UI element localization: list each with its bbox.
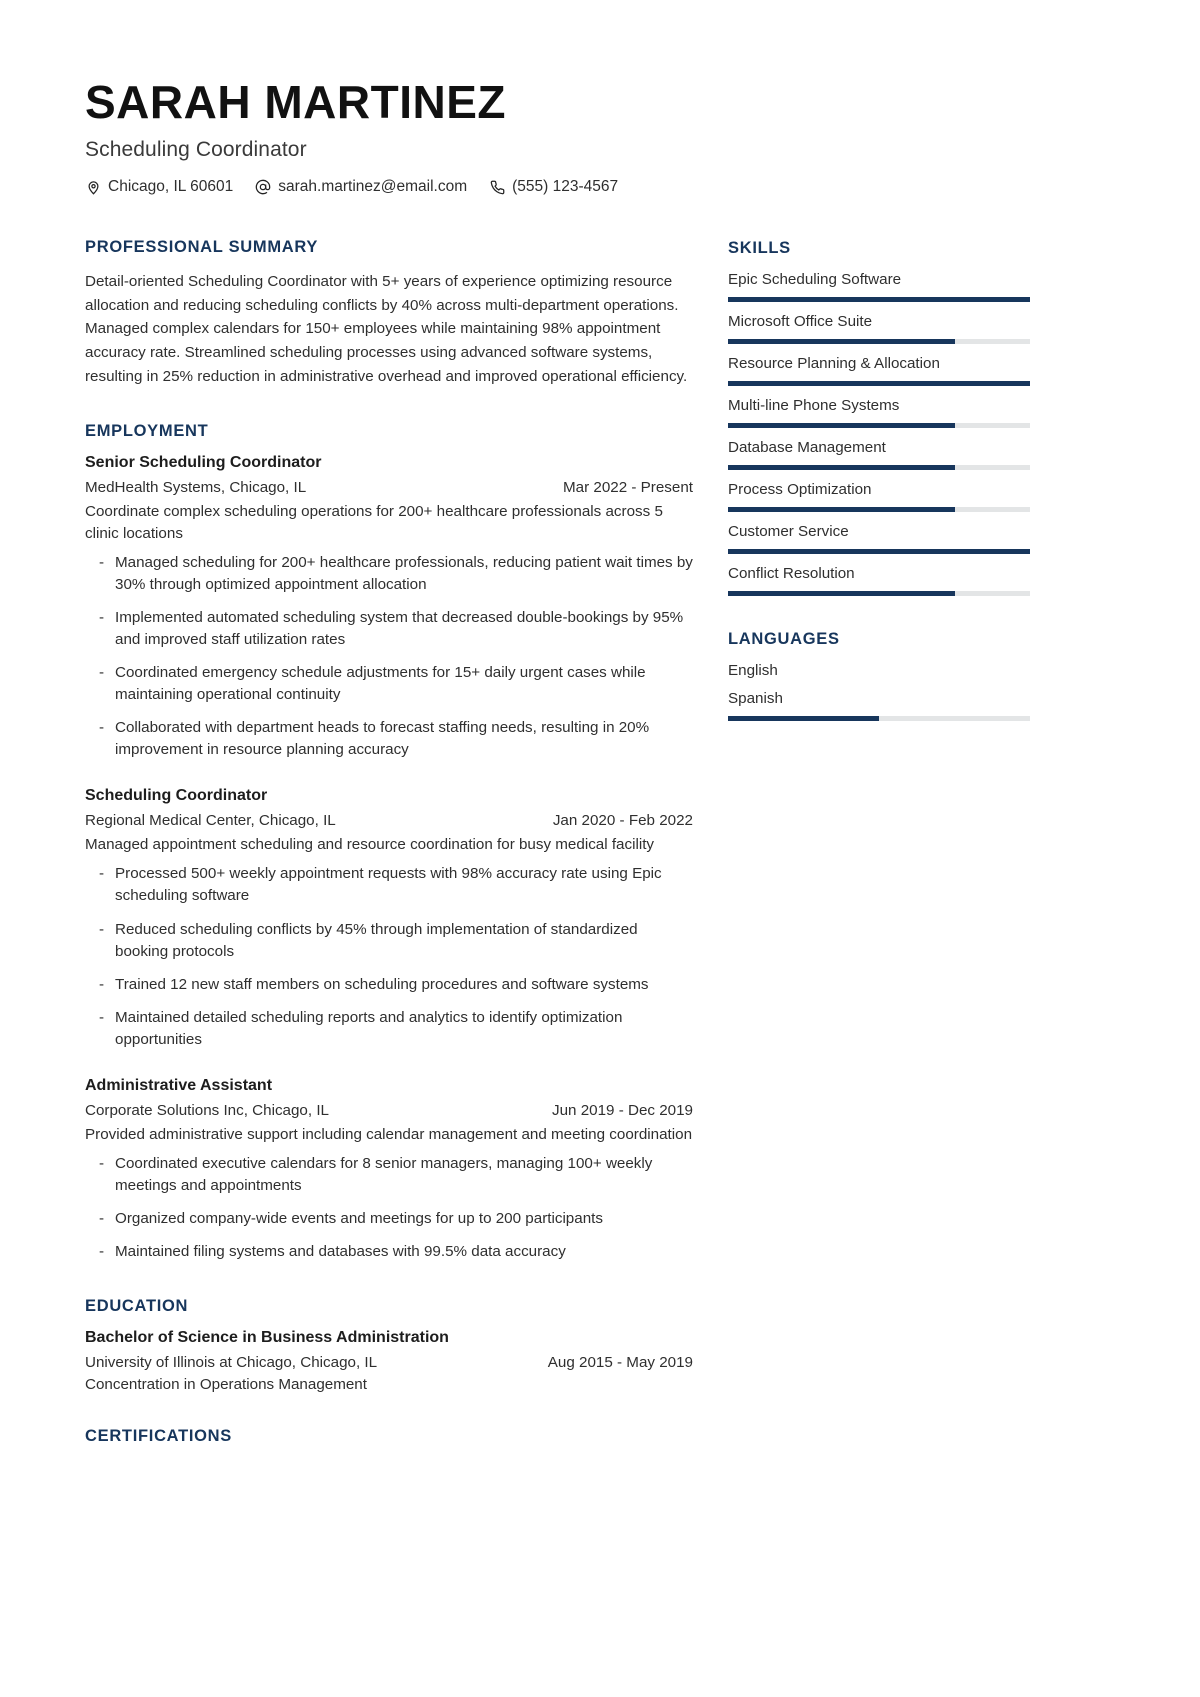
- summary-text: Detail-oriented Scheduling Coordinator with 5+ years of experience optimizing resource allocation and reducing scheduling conflicts by 40% across multi-department operations. Managed complex calendars for 150+ employees while maintaining 98% appointment accuracy rate. Streamlined scheduling processes using advanced software systems, resulting in 25% reduction in administrative overhead and improved operational efficiency.: [85, 273, 688, 385]
- entry-dates: Jan 2020 - Feb 2022: [552, 812, 693, 830]
- bullet-dash-icon: -: [99, 609, 105, 627]
- section-education: [85, 1297, 693, 1393]
- education-school: University of Illinois at Chicago, Chicago, IL: [85, 1353, 378, 1371]
- skill-fill: [728, 591, 955, 596]
- section-employment: [85, 422, 693, 1263]
- language-track: [728, 716, 1030, 721]
- bullet-text: Managed scheduling for 200+ healthcare professionals, reducing patient wait times by 30% through optimized appointment allocation: [115, 554, 693, 594]
- bullet-dash-icon: -: [99, 719, 105, 737]
- skill-label: Database Management: [728, 439, 886, 457]
- language-label: English: [728, 662, 778, 680]
- bullet-dash-icon: -: [99, 1242, 105, 1260]
- contact-location: [85, 178, 233, 196]
- bullet-text: Trained 12 new staff members on scheduling procedures and software systems: [115, 975, 649, 993]
- phone-icon: [489, 179, 505, 195]
- skill-track: [728, 423, 1030, 428]
- bullet-dash-icon: -: [99, 920, 105, 938]
- skill-track: [728, 507, 1030, 512]
- skill-label: Customer Service: [728, 523, 849, 541]
- skill-item: [728, 565, 1030, 596]
- resume-header: [85, 78, 1115, 196]
- entry-dates: Mar 2022 - Present: [563, 479, 693, 497]
- education-meta: [85, 1354, 693, 1371]
- resume-body: [85, 238, 1115, 1480]
- summary-heading: PROFESSIONAL SUMMARY: [85, 238, 319, 257]
- location-pin-icon: [85, 179, 101, 195]
- entry-meta: [85, 812, 693, 829]
- skill-item: [728, 313, 1030, 344]
- education-note: Concentration in Operations Management: [85, 1375, 367, 1393]
- bullet-dash-icon: -: [99, 865, 105, 883]
- skill-track: [728, 591, 1030, 596]
- skill-label: Conflict Resolution: [728, 565, 855, 583]
- skill-item: [728, 355, 1030, 386]
- bullet-item: [85, 863, 693, 907]
- skill-item: [728, 439, 1030, 470]
- main-column: [85, 238, 693, 1480]
- skill-fill: [728, 339, 955, 344]
- bullet-text: Reduced scheduling conflicts by 45% through implementation of standardized booking protocols: [115, 920, 638, 960]
- bullet-text: Maintained detailed scheduling reports and analytics to identify optimization opportunities: [115, 1008, 623, 1048]
- language-item: [728, 662, 1030, 679]
- entry-bullets: [85, 552, 693, 761]
- candidate-job-title: Scheduling Coordinator: [85, 138, 307, 162]
- skill-track: [728, 339, 1030, 344]
- bullet-item: [85, 1153, 693, 1197]
- skill-fill: [728, 297, 1030, 302]
- contact-email-text: sarah.martinez@email.com: [278, 178, 468, 196]
- bullet-item: [85, 974, 693, 996]
- entry-description: Coordinate complex scheduling operations for 200+ healthcare professionals across 5 clinic locations: [85, 503, 663, 543]
- bullet-item: [85, 717, 693, 761]
- bullet-item: [85, 919, 693, 963]
- contact-phone-text: (555) 123-4567: [512, 178, 619, 196]
- contact-location-text: Chicago, IL 60601: [108, 178, 234, 196]
- languages-heading: LANGUAGES: [728, 630, 840, 649]
- education-degree: Bachelor of Science in Business Administration: [85, 1328, 449, 1346]
- bullet-text: Coordinated emergency schedule adjustments for 15+ daily urgent cases while maintaining operational continuity: [115, 664, 646, 704]
- skill-label: Epic Scheduling Software: [728, 271, 902, 289]
- bullet-text: Processed 500+ weekly appointment requests with 98% accuracy rate using Epic scheduling software: [115, 865, 662, 905]
- bullet-text: Implemented automated scheduling system that decreased double-bookings by 95% and improved staff utilization rates: [115, 609, 684, 649]
- skill-track: [728, 465, 1030, 470]
- entry-bullets: [85, 863, 693, 1050]
- contact-phone: [489, 178, 618, 196]
- skill-label: Microsoft Office Suite: [728, 313, 873, 331]
- skill-fill: [728, 549, 1030, 554]
- section-languages: [728, 630, 1030, 721]
- skill-item: [728, 397, 1030, 428]
- bullet-item: [85, 662, 693, 706]
- employment-entry: [85, 1077, 693, 1263]
- section-skills: [728, 239, 1030, 596]
- entry-description: Provided administrative support including calendar management and meeting coordination: [85, 1125, 693, 1143]
- contact-row: [85, 178, 1115, 196]
- entry-role: Scheduling Coordinator: [85, 787, 268, 805]
- skill-fill: [728, 465, 955, 470]
- bullet-dash-icon: -: [99, 1154, 105, 1172]
- skill-track: [728, 549, 1030, 554]
- employment-entry: [85, 787, 693, 1050]
- skills-heading: SKILLS: [728, 239, 791, 258]
- entry-meta: [85, 479, 693, 496]
- candidate-name: SARAH MARTINEZ: [85, 76, 506, 128]
- bullet-item: [85, 1241, 693, 1263]
- skill-fill: [728, 381, 1030, 386]
- language-item: [728, 690, 1030, 721]
- language-label: Spanish: [728, 690, 783, 708]
- bullet-text: Coordinated executive calendars for 8 senior managers, managing 100+ weekly meetings and appointments: [115, 1154, 653, 1194]
- bullet-item: [85, 552, 693, 596]
- bullet-dash-icon: -: [99, 1209, 105, 1227]
- skill-item: [728, 523, 1030, 554]
- bullet-text: Maintained filing systems and databases with 99.5% data accuracy: [115, 1242, 566, 1260]
- entry-role: Senior Scheduling Coordinator: [85, 454, 322, 472]
- section-certifications: [85, 1427, 693, 1446]
- skill-track: [728, 381, 1030, 386]
- sidebar-column: [728, 238, 1030, 755]
- education-dates: Aug 2015 - May 2019: [547, 1353, 693, 1371]
- bullet-dash-icon: -: [99, 554, 105, 572]
- bullet-item: [85, 607, 693, 651]
- skill-item: [728, 481, 1030, 512]
- contact-email: [255, 178, 467, 196]
- section-professional-summary: [85, 238, 693, 388]
- bullet-dash-icon: -: [99, 1008, 105, 1026]
- entry-company: Regional Medical Center, Chicago, IL: [85, 812, 336, 830]
- education-heading: EDUCATION: [85, 1296, 189, 1315]
- skill-label: Resource Planning & Allocation: [728, 355, 940, 373]
- entry-description: Managed appointment scheduling and resource coordination for busy medical facility: [85, 836, 655, 854]
- bullet-text: Collaborated with department heads to forecast staffing needs, resulting in 20% improvement in resource planning accuracy: [115, 719, 650, 759]
- entry-role: Administrative Assistant: [85, 1076, 273, 1094]
- skill-label: Multi-line Phone Systems: [728, 397, 900, 415]
- entry-company: Corporate Solutions Inc, Chicago, IL: [85, 1101, 329, 1119]
- bullet-dash-icon: -: [99, 975, 105, 993]
- skill-fill: [728, 507, 955, 512]
- entry-bullets: [85, 1153, 693, 1263]
- bullet-item: [85, 1007, 693, 1051]
- education-entry: [85, 1329, 693, 1393]
- skill-item: [728, 271, 1030, 302]
- skill-label: Process Optimization: [728, 481, 872, 499]
- entry-meta: [85, 1102, 693, 1119]
- skill-track: [728, 297, 1030, 302]
- language-fill: [728, 716, 879, 721]
- bullet-text: Organized company-wide events and meetings for up to 200 participants: [115, 1209, 603, 1227]
- bullet-dash-icon: -: [99, 664, 105, 682]
- employment-heading: EMPLOYMENT: [85, 422, 209, 441]
- skill-fill: [728, 423, 955, 428]
- certifications-heading: CERTIFICATIONS: [85, 1426, 232, 1445]
- entry-dates: Jun 2019 - Dec 2019: [551, 1101, 693, 1119]
- bullet-item: [85, 1208, 693, 1230]
- email-at-icon: [255, 179, 271, 195]
- entry-company: MedHealth Systems, Chicago, IL: [85, 479, 307, 497]
- employment-entry: [85, 454, 693, 761]
